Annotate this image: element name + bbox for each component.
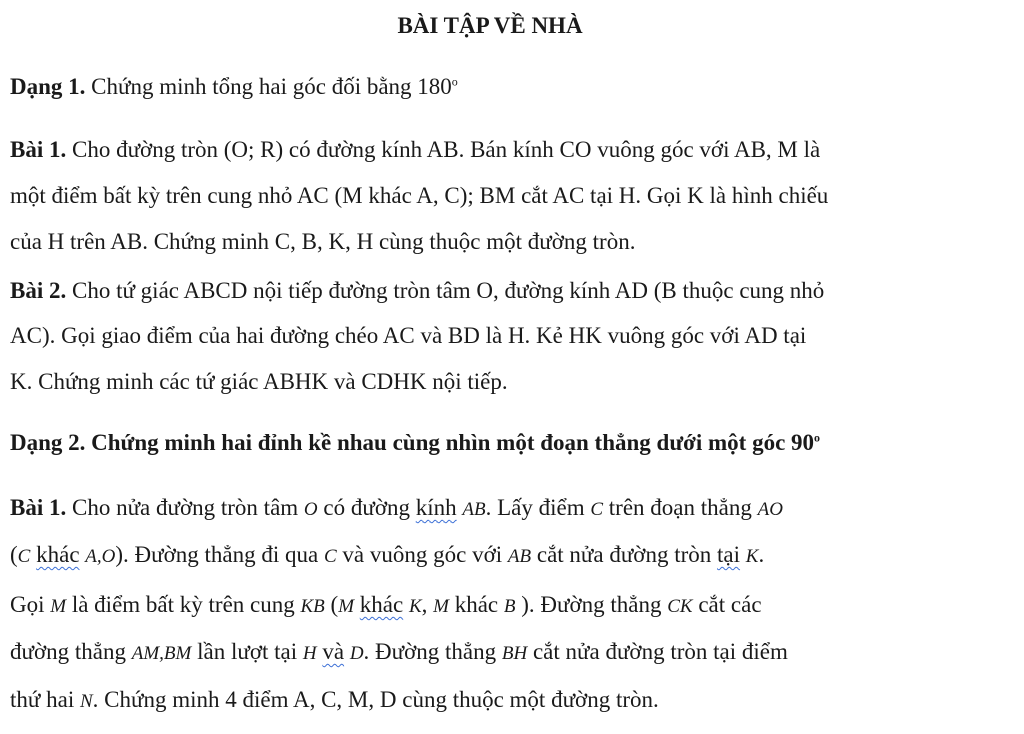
math-var: A,O: [85, 546, 116, 567]
s2-ex1-line-5: [10, 688, 659, 711]
math-var: AB: [507, 546, 532, 567]
exercise-label: Bài 1.: [10, 495, 67, 520]
spellcheck-word: khác: [359, 592, 404, 617]
math-var: CK: [667, 596, 693, 617]
spellcheck-word: khác: [36, 542, 80, 567]
text-run: cắt nửa đường tròn tại điểm: [532, 639, 788, 664]
text-run: lần lượt tại: [197, 639, 298, 664]
text-run: cắt nửa đường tròn: [536, 542, 712, 567]
s1-ex2-line-3: K. Chứng minh các tứ giác ABHK và CDHK nội tiếp.: [10, 369, 508, 394]
text-run: có đường: [323, 495, 410, 520]
text-run: Gọi: [10, 592, 45, 617]
section-1-heading: [10, 75, 458, 98]
text-run: .: [758, 542, 765, 567]
text-run: (: [330, 592, 339, 617]
math-var: AM,BM: [131, 643, 192, 664]
spellcheck-word: tại: [717, 542, 741, 567]
exercise-text: Cho đường tròn (O; R) có đường kính AB. Bán kính CO vuông góc với AB, M là: [71, 137, 821, 162]
math-var: C: [323, 546, 337, 567]
s1-ex1-line-1: [10, 138, 820, 161]
math-var: B: [503, 596, 516, 617]
math-var: M: [338, 596, 355, 617]
spellcheck-word: kính: [415, 495, 457, 520]
text-run: ,: [421, 592, 428, 617]
text-run: là điểm bất kỳ trên cung: [71, 592, 295, 617]
document-title: BÀI TẬP VỀ NHÀ: [397, 13, 583, 38]
math-var: K: [408, 596, 422, 617]
section-1-text: Chứng minh tổng hai góc đối bằng 180: [91, 74, 452, 99]
math-var: O: [303, 499, 318, 520]
s2-ex1-line-4: [10, 640, 788, 663]
exercise-label: Bài 1.: [10, 137, 67, 162]
text-run: và vuông góc với: [342, 542, 503, 567]
text-run: . Đường thẳng: [363, 639, 497, 664]
s1-ex2-line-1: [10, 279, 824, 302]
math-var: D: [349, 643, 364, 664]
degree-sup: o: [451, 74, 458, 89]
math-var: H: [302, 643, 317, 664]
text-run: . Lấy điểm: [485, 495, 585, 520]
text-run: . Chứng minh 4 điểm: [92, 687, 289, 712]
text-run: đường thẳng: [10, 639, 126, 664]
math-var: KB: [300, 596, 325, 617]
section-2-text: Dạng 2. Chứng minh hai đỉnh kề nhau cùng nhìn một đoạn thẳng dưới một góc 90: [10, 430, 815, 455]
section-1-label: Dạng 1.: [10, 74, 86, 99]
s2-ex1-line-2: [10, 543, 764, 566]
degree-sup: o: [814, 430, 821, 445]
section-2-heading: [10, 431, 820, 454]
s2-ex1-line-3: [10, 593, 762, 616]
text-run: ). Đường thẳng đi qua: [115, 542, 319, 567]
math-var: AO: [757, 499, 783, 520]
s1-ex1-line-2: một điểm bất kỳ trên cung nhỏ AC (M khác A, C); BM cắt AC tại H. Gọi K là hình chiếu: [10, 183, 829, 208]
text-run: trên đoạn thẳng: [608, 495, 752, 520]
exercise-text: Cho tứ giác ABCD nội tiếp đường tròn tâm O, đường kính AD (B thuộc cung nhỏ: [71, 278, 825, 303]
text-run: Cho nửa đường tròn tâm: [71, 495, 299, 520]
math-var: C: [590, 499, 604, 520]
math-var: AB: [462, 499, 486, 520]
math-var: N: [79, 691, 93, 712]
text-run: (: [10, 542, 18, 567]
s1-ex2-line-2: AC). Gọi giao điểm của hai đường chéo AC và BD là H. Kẻ HK vuông góc với AD tại: [10, 323, 807, 348]
text-run: A, C, M, D cùng thuộc một đường tròn.: [292, 687, 659, 712]
math-var: M: [50, 596, 67, 617]
spellcheck-word: và: [322, 639, 345, 664]
exercise-label: Bài 2.: [10, 278, 67, 303]
s1-ex1-line-3: của H trên AB. Chứng minh C, B, K, H cùng thuộc một đường tròn.: [10, 229, 636, 254]
text-run: khác: [454, 592, 499, 617]
math-var: K: [745, 546, 759, 567]
math-var: M: [433, 596, 449, 617]
math-var: C: [17, 546, 31, 567]
text-run: ). Đường thẳng: [521, 592, 662, 617]
math-var: BH: [501, 643, 528, 664]
s2-ex1-line-1: [10, 496, 783, 519]
text-run: cắt các: [698, 592, 762, 617]
text-run: thứ hai: [10, 687, 75, 712]
